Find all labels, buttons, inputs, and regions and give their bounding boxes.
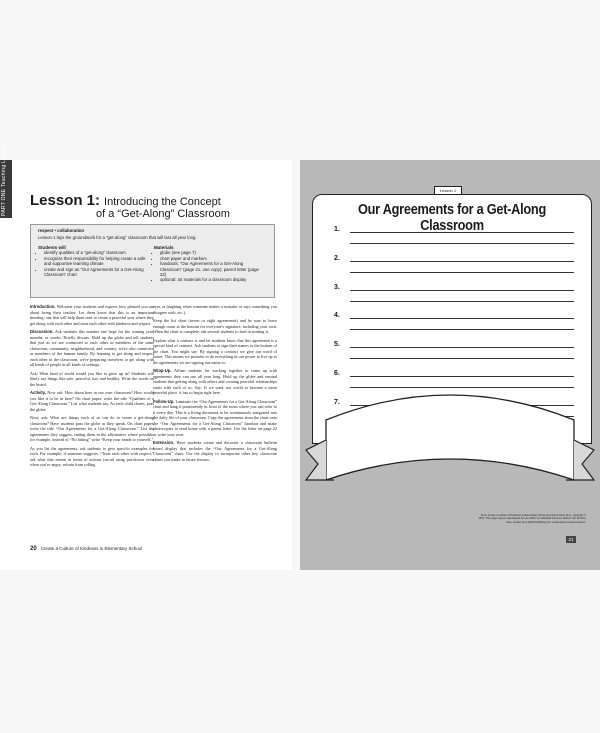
paragraph	[30, 371, 154, 388]
students-heading: Students will	[38, 245, 66, 250]
write-line[interactable]	[350, 232, 574, 233]
agreement-number: 1.	[334, 226, 340, 233]
materials-column	[154, 245, 264, 283]
write-line[interactable]	[350, 376, 574, 377]
paragraph-text: Ask: What kind of world would you like to grow up in? Students will likely say things like safe, peaceful, fun, and healthy. Write the words on the board.	[30, 370, 154, 387]
paragraph-lead: Wrap-Up.	[153, 368, 172, 373]
agreement-number: 3.	[334, 283, 340, 291]
list-item: • optional: art materials for a classroom display	[160, 277, 264, 282]
lesson-tab: Lesson 1	[434, 186, 462, 195]
themes-tag: respect • collaboration	[38, 228, 85, 233]
agreement-row	[334, 255, 580, 284]
paragraph-text: Affirm students for working together to come up with agreements they can use all year long. Hold up the globe and remind students that getting along with others and creating peaceful relationships starts with each of us. Say: If we want our world to become a more peaceful place, it has to begin right here.	[153, 368, 277, 395]
running-footer: Create a Culture of Kindness in Elementary School	[40, 546, 143, 551]
agreement-number: 4.	[334, 312, 340, 320]
lesson-number: Lesson 1:	[30, 192, 101, 209]
paragraph-text: Welcome your students and express how pleased you are about being their teacher. Let them know that this is an important meeting, one that will help them start to create a peaceful year where they get along with each other and treat each other with kindness and respect.	[30, 304, 154, 326]
students-list	[38, 250, 148, 277]
agreement-row	[334, 284, 580, 313]
worksheet	[304, 182, 592, 548]
paragraph	[30, 304, 154, 326]
agreement-row	[334, 341, 580, 370]
lesson-title-line1: Introducing the Concept	[104, 196, 221, 208]
write-line[interactable]	[350, 243, 574, 244]
write-line[interactable]	[350, 318, 574, 319]
list-item: • chart paper and markers	[160, 256, 264, 261]
agreement-number: 7.	[334, 398, 340, 406]
list-item: • create and sign an “Our Agreements for a Get-Along Classroom” chart	[44, 267, 148, 278]
paragraph-lead: Introduction.	[30, 304, 56, 309]
paragraph	[153, 399, 277, 438]
paragraph	[30, 329, 154, 368]
write-line[interactable]	[350, 301, 574, 302]
agreement-row	[334, 226, 580, 255]
lesson-heading	[30, 192, 285, 220]
students-will-column	[38, 245, 148, 277]
paragraph-lead: Extension.	[153, 440, 175, 445]
copyright-credit: From Create a Culture of Kindness in Elementary School by Naomi Drew, M.A., copyright © 2017. This page may be reproduced for use within an individual school or district. For all other uses, contact Free Spirit Publishing Inc. at freespirit.com/permissions.	[478, 514, 586, 524]
paragraph-text: Laminate the “Our Agreements for a Get-Along Classroom” chart and hang it prominently in front of the room where you can refer to it every day. This is a living document to be continuously integrated into the daily life of your classroom. Copy the agreements from the chart onto the “Our Agreements for a Get-Along Classroom” handout and make photocopies to send home with a parent letter. Use the letter on page 22 or write your own.	[153, 398, 277, 437]
agreement-number: 6.	[334, 369, 340, 377]
write-line[interactable]	[350, 347, 574, 348]
page-number-badge: 21	[566, 536, 576, 543]
paragraph-lead: Discussion.	[30, 329, 54, 334]
agreement-number: 2.	[334, 254, 340, 262]
paragraph-text: Keep the list short (seven or eight agreements) and be sure to leave enough room at the bottom for everyone's signature, including your own. When the chart is complete, ask several students to lead in reading it.	[153, 318, 277, 334]
paragraph-text: Next, ask: What are things each of us can do to create a get-along classroom? Have students pass the globe as they speak. On chart paper, write the title “Our Agreements for a Get-Along Classroom.” List the agreements they suggest, stating them in the affirmative where possible, for example, instead of “No hitting” write “Keep your hands to yourself.”	[30, 415, 154, 442]
paragraph	[153, 338, 277, 366]
agreement-number: 5.	[334, 341, 340, 349]
paragraph-lead: Activity.	[30, 390, 46, 395]
paragraph-text: eyes or laughing when someone makes a mistake or says something you disagree with, etc.).	[153, 304, 277, 315]
paragraph	[30, 415, 154, 443]
page-number: 20	[30, 546, 37, 552]
paragraph-text: Now ask: How about here in our own classroom? How would you like it to be in here? On chart paper, write the title “Qualities of a Get-Along Classroom.” List what students say. As each child shares, pass the globe.	[30, 390, 154, 412]
paragraph	[30, 390, 154, 412]
materials-list	[154, 250, 264, 282]
paragraph-lead: Follow-Up.	[153, 398, 175, 404]
body-column-1	[30, 304, 154, 471]
list-item: • globe (see page 7)	[160, 250, 264, 255]
lesson-intro: Lesson 1 lays the groundwork for a “get-along” classroom that will last all year long.	[38, 235, 197, 240]
write-line[interactable]	[350, 272, 574, 273]
side-tab-label: PART ONE Teaching Lessons	[1, 142, 7, 216]
paragraph-text: As you list the agreements, ask students to give specific examples for each. For example, if someone suggests, “Treat each other with respect,” ask what that means in terms of actions (avoid using put-downs even when you're angry, refrain from rolling	[30, 445, 154, 467]
lesson-info-box	[30, 224, 275, 298]
agreement-row	[334, 312, 580, 341]
list-item: • identify qualities of a “get-along” classroom	[44, 250, 148, 255]
paragraph	[153, 368, 277, 396]
write-line[interactable]	[350, 358, 574, 359]
list-item: • recognize their responsibility for helping create a safe and supportive learning climate	[44, 256, 148, 267]
paragraph	[153, 318, 277, 335]
paragraph-text: Explain what a contract is and let students know that this agreement is a special kind of contract. Ask students to sign their names to the bottom of the chart. You might say: By signing a contract we give our word of honor. This means we promise to do everything in our power to live up to the agreements we are signing our name to.	[153, 337, 277, 365]
lesson-title-line2: of a “Get-Along” Classroom	[96, 208, 230, 220]
worksheet-title: Our Agreements for a Get-Along Classroom	[357, 202, 546, 234]
write-line[interactable]	[350, 329, 574, 330]
write-line[interactable]	[350, 261, 574, 262]
materials-heading: Materials	[154, 245, 174, 250]
paragraph	[153, 440, 277, 462]
write-line[interactable]	[350, 290, 574, 291]
left-page-footer	[30, 546, 142, 552]
paragraph-text: Have students create and decorate a classroom bulletin board display that includes the “Our Agreements for a Get-Along Classroom” chart. Use the display to incorporate other key classroom charts you make in future lessons.	[153, 440, 277, 462]
paragraph	[30, 446, 154, 468]
paragraph	[153, 304, 277, 315]
paragraph-text: Ask students this number one hope for the coming year, months, or weeks. Briefly discuss. Hold up the globe and tell students that just as we are connected to each other as members of the same classroom, community, neighborhood, and country, we're also connected as members of the human family. By learning to get along and respect each other in the classroom, we're preparing ourselves to get along with all kinds of people in all kinds of settings.	[30, 329, 154, 367]
part-side-tab	[0, 142, 12, 218]
body-column-2	[153, 304, 277, 465]
list-item: • handouts: “Our Agreements for a Get-Along Classroom” (page 21, one copy); parent letter (page 22)	[160, 261, 264, 277]
ribbon-banner-illustration	[304, 380, 596, 530]
